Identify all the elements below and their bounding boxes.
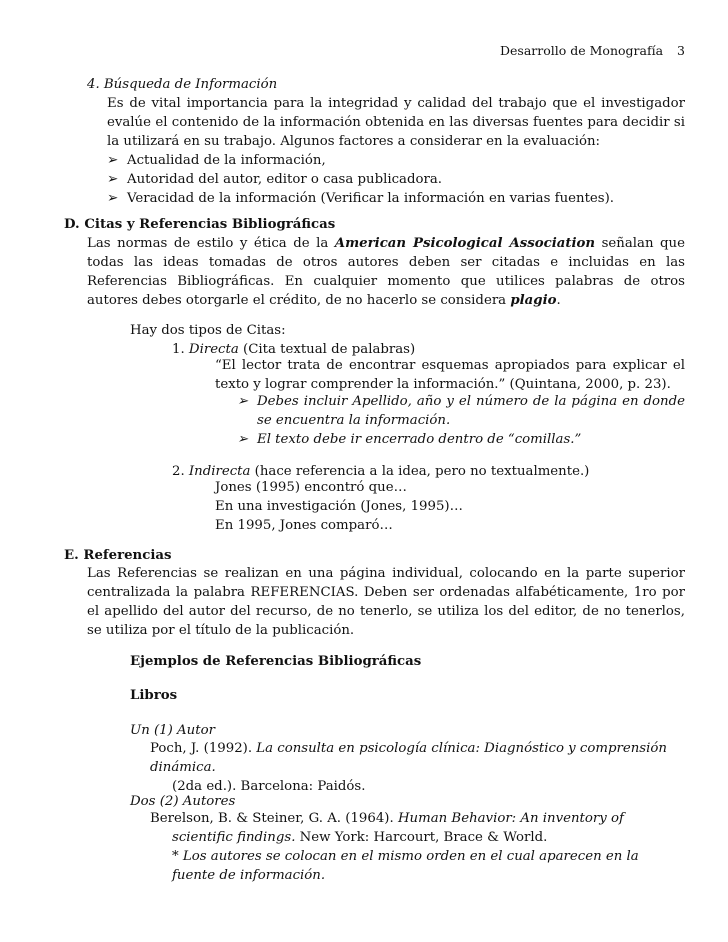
one-author-label: Un (1) Autor xyxy=(130,723,215,738)
reference-title: La consulta en psicología clínica: Diagnóstico y comprensión dinámica. xyxy=(150,741,667,775)
text-run: New York: Harcourt, Brace & World. xyxy=(295,830,548,845)
two-authors-reference xyxy=(150,809,667,847)
reference-line xyxy=(150,739,690,777)
quote-example: “El lector trata de encontrar esquemas apropiados para explicar el texto y lograr comprender la información.” (Quintana, 2000, p. 23). xyxy=(215,358,685,392)
example-line: Jones (1995) encontró que… xyxy=(215,480,407,495)
direct-citation-rules xyxy=(237,392,685,449)
list-number: 1. xyxy=(172,342,189,357)
text-run: Las normas de estilo y ética de la xyxy=(87,236,335,251)
section-4-intro: Es de vital importancia para la integridad y calidad del trabajo que el investigador evalúe el contenido de la información obtenida en las diversas fuentes para decidir si la utilizará en su trabajo. Algunos factores a considerar en la evaluación: xyxy=(107,96,685,149)
section-d-heading: D. Citas y Referencias Bibliográficas xyxy=(64,217,336,232)
reference-continuation: (2da ed.). Barcelona: Paidós. xyxy=(172,779,366,794)
apa-name: American Psicological Association xyxy=(334,236,596,251)
header-title: Desarrollo de Monografía xyxy=(500,43,664,58)
section-4-body xyxy=(107,94,685,208)
bullet-item: ➢ Autoridad del autor, editor o casa publicadora. xyxy=(107,170,685,189)
one-author-reference xyxy=(150,739,690,796)
two-authors-label: Dos (2) Autores xyxy=(130,794,236,809)
text-run: . xyxy=(556,293,561,308)
text-run: (Cita textual de palabras) xyxy=(238,342,416,357)
list-number: 2. xyxy=(172,464,189,479)
example-line: En 1995, Jones comparó… xyxy=(215,518,393,533)
page-header xyxy=(500,41,685,60)
text-run: Berelson, B. & Steiner, G. A. (1964). xyxy=(150,811,398,826)
plagio-term: plagio xyxy=(510,293,557,308)
page-number: 3 xyxy=(677,43,685,58)
indirect-examples xyxy=(215,478,463,535)
direct-term: Directa xyxy=(188,342,239,357)
bullet-item: ➢ Veracidad de la información (Verificar la información en varias fuentes). xyxy=(107,189,685,208)
section-d-paragraph xyxy=(87,234,685,310)
examples-heading: Ejemplos de Referencias Bibliográficas xyxy=(130,654,422,669)
example-line: En una investigación (Jones, 1995)… xyxy=(215,499,463,514)
author-order-note: * Los autores se colocan en el mismo orden en el cual aparecen en la fuente de información. xyxy=(172,849,639,883)
books-heading: Libros xyxy=(130,688,178,703)
section-e-heading: E. Referencias xyxy=(64,548,172,563)
bullet-item: ➢ Debes incluir Apellido, año y el número de la página en donde se encuentra la información. xyxy=(237,392,685,430)
section-e-paragraph: Las Referencias se realizan en una página individual, colocando en la parte superior centralizada la palabra REFERENCIAS. Deben ser ordenadas alfabéticamente, 1ro por el apellido del autor del recurso, de no tenerlo, se utiliza los del editor, de no tenerlos, se utiliza por el título de la publicación. xyxy=(87,566,685,638)
text-run: Poch, J. (1992). xyxy=(150,741,257,756)
reference-title: Human Behavior: An inventory of scientific findings. xyxy=(172,811,624,845)
bullet-item: ➢ Actualidad de la información, xyxy=(107,151,685,170)
citation-types-intro: Hay dos tipos de Citas: xyxy=(130,323,286,338)
indirect-term: Indirecta xyxy=(188,464,251,479)
bullet-item: ➢ El texto debe ir encerrado dentro de “comillas.” xyxy=(237,430,685,449)
section-4-heading: 4. Búsqueda de Información xyxy=(87,77,278,92)
text-run: señalan que todas las ideas tomadas de otros autores deben ser citadas e incluidas en las Referencias Bibliográficas. En cualquier momento que utilices palabras de otros autores debes otorgarle el crédito, de no hacerlo se considera xyxy=(87,236,685,308)
text-run: (hace referencia a la idea, pero no textualmente.) xyxy=(250,464,590,479)
